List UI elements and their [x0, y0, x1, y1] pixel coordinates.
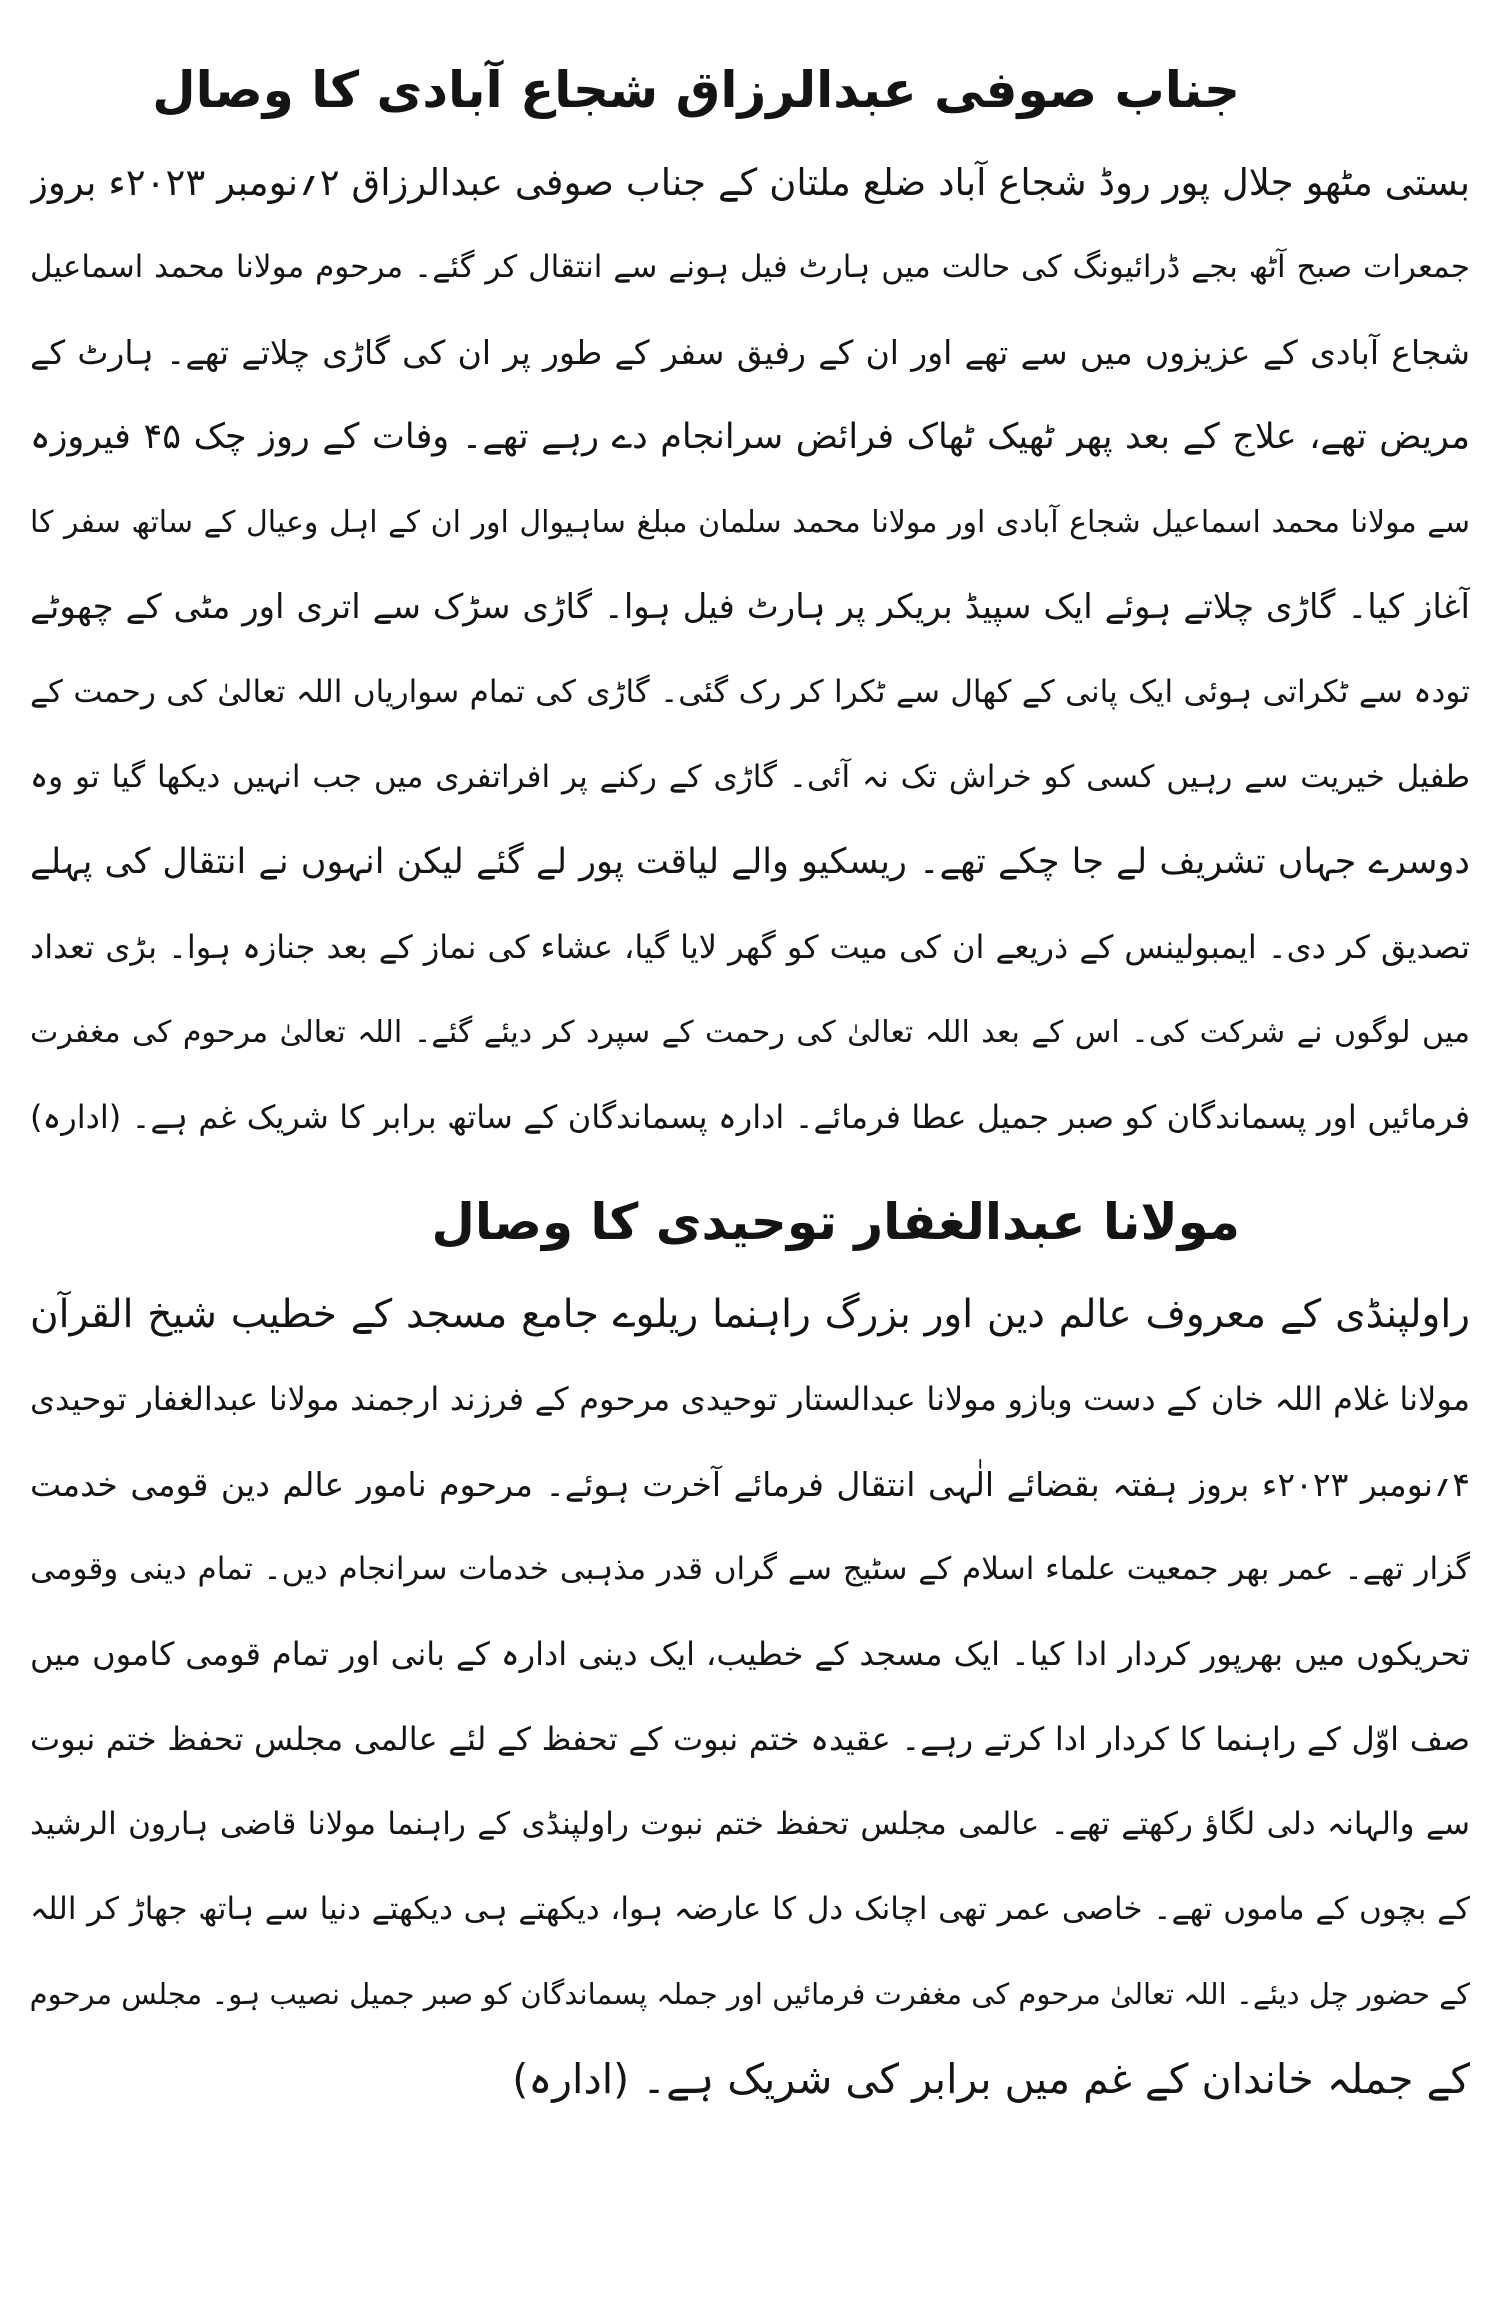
body-line: طفیل خیریت سے رہیں کسی کو خراش تک نہ آئی۔ گاڑی کے رکنے پر افراتفری میں جب انہیں دیکھا گیا تو وہ [30, 759, 1470, 795]
body-line: ۴؍نومبر ۲۰۲۳ء بروز ہفتہ بقضائے الٰہی انتقال فرمائے آخرت ہوئے۔ مرحوم نامور عالم دین قومی خدمت [30, 1465, 1470, 1504]
body-line: شجاع آبادی کے عزیزوں میں سے تھے اور ان کے رفیق سفر کے طور پر ان کی گاڑی چلاتے تھے۔ ہارٹ کے [30, 333, 1470, 372]
article-body [30, 1272, 1470, 2122]
body-line: گزار تھے۔ عمر بھر جمعیت علماء اسلام کے سٹیج سے گراں قدر مذہبی خدمات سرانجام دیں۔ تمام دینی وقومی [30, 1551, 1470, 1587]
body-line: مریض تھے، علاج کے بعد پھر ٹھیک ٹھاک فرائض سرانجام دے رہے تھے۔ وفات کے روز چک ۴۵ فیروزہ [30, 417, 1470, 457]
body-line: مولانا غلام اللہ خان کے دست وبازو مولانا عبدالستار توحیدی مرحوم کے فرزند ارجمند مولانا عبدالغفار توحیدی [30, 1380, 1470, 1418]
body-line: کے جملہ خاندان کے غم میں برابر کی شریک ہے۔ (ادارہ) [512, 2055, 1470, 2103]
body-line: صف اوّل کے راہنما کا کردار ادا کرتے رہے۔ عقیدہ ختم نبوت کے تحفظ کے لئے عالمی مجلس تحفظ ختم نبوت [30, 1720, 1470, 1758]
body-line: سے مولانا محمد اسماعیل شجاع آبادی اور مولانا محمد سلمان مبلغ ساہیوال اور ان کے اہل وعیال کے ساتھ سفر کا [30, 505, 1470, 540]
body-line: میں لوگوں نے شرکت کی۔ اس کے بعد اللہ تعالیٰ کی رحمت کے سپرد کر دیئے گئے۔ اللہ تعالیٰ مرحوم کی مغفرت [30, 1015, 1470, 1050]
body-line: آغاز کیا۔ گاڑی چلاتے ہوئے ایک سپیڈ بریکر پر ہارٹ فیل ہوا۔ گاڑی سڑک سے اتری اور مٹی کے چھوٹے [30, 587, 1470, 627]
body-line: تحریکوں میں بھرپور کردار ادا کیا۔ ایک مسجد کے خطیب، ایک دینی ادارہ کے بانی اور تمام قومی کاموں میں [30, 1635, 1470, 1673]
article-body [30, 140, 1470, 1160]
body-line: فرمائیں اور پسماندگان کو صبر جمیل عطا فرمائے۔ ادارہ پسماندگان کے ساتھ برابر کا شریک غم ہے۔ (ادارہ) [30, 1098, 1470, 1136]
body-line: بستی مٹھو جلال پور روڈ شجاع آباد ضلع ملتان کے جناب صوفی عبدالرزاق ۲؍نومبر ۲۰۲۳ء بروز [30, 161, 1470, 204]
body-line: تودہ سے ٹکراتی ہوئی ایک پانی کے کھال سے ٹکرا کر رک گئی۔ گاڑی کی تمام سواریاں اللہ تعالیٰ کی رحمت کے [30, 674, 1470, 710]
body-line: جمعرات صبح آٹھ بجے ڈرائیونگ کی حالت میں ہارٹ فیل ہونے سے انتقال کر گئے۔ مرحوم مولانا محمد اسماعیل [30, 249, 1470, 285]
obituary-article-abdul-ghaffar-tauheedi [30, 1172, 1470, 2122]
obituary-article-sufi-abdul-razzaq [30, 40, 1470, 1160]
body-line: کے بچوں کے ماموں تھے۔ خاصی عمر تھی اچانک دل کا عارضہ ہوا، دیکھتے ہی دیکھتے دنیا سے ہاتھ جھاڑ کر اللہ [30, 1891, 1470, 1927]
article-title: مولانا عبدالغفار توحیدی کا وصال [431, 1193, 1240, 1251]
body-line: راولپنڈی کے معروف عالم دین اور بزرگ راہنما ریلوے جامع مسجد کے خطیب شیخ القرآن [30, 1292, 1470, 1337]
document-page [30, 40, 1470, 2270]
body-line: دوسرے جہاں تشریف لے جا چکے تھے۔ ریسکیو والے لیاقت پور لے گئے لیکن انہوں نے انتقال کی پہلے [30, 842, 1470, 882]
body-line: کے حضور چل دیئے۔ اللہ تعالیٰ مرحوم کی مغفرت فرمائیں اور جملہ پسماندگان کو صبر جمیل نصیب ہو۔ مجلس مرحوم [30, 1977, 1470, 2011]
body-line: سے والہانہ دلی لگاؤ رکھتے تھے۔ عالمی مجلس تحفظ ختم نبوت راولپنڈی کے راہنما مولانا قاضی ہارون الرشید [30, 1806, 1470, 1842]
body-line: تصدیق کر دی۔ ایمبولینس کے ذریعے ان کی میت کو گھر لایا گیا، عشاء کی نماز کے بعد جنازہ ہوا۔ بڑی تعداد [30, 928, 1470, 966]
article-title: جناب صوفی عبدالرزاق شجاع آبادی کا وصال [152, 61, 1240, 119]
